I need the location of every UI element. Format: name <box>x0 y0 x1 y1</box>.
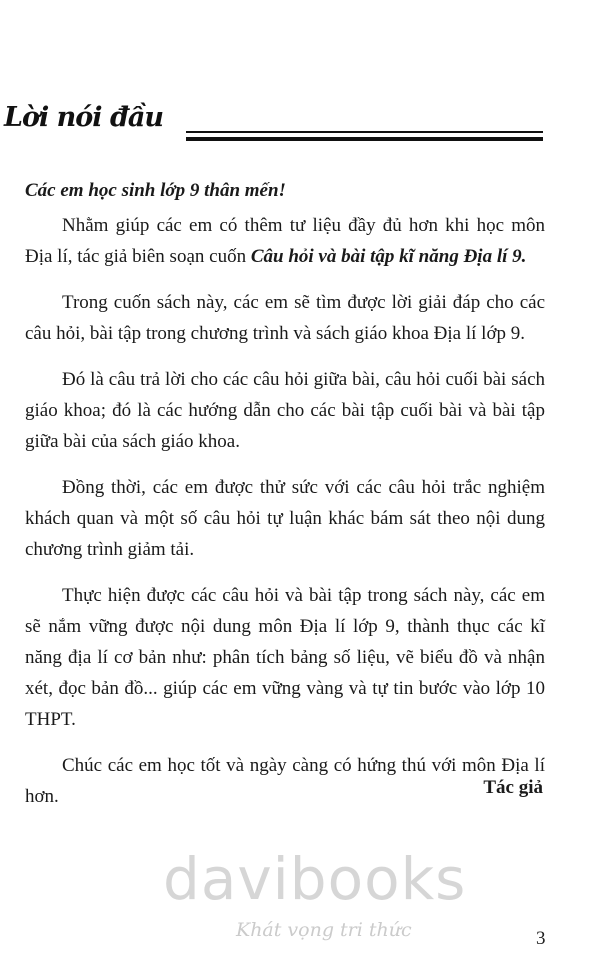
preface-body <box>25 210 545 827</box>
paragraph-1 <box>25 210 545 272</box>
paragraph-5: Thực hiện được các câu hỏi và bài tập trong sách này, các em sẽ nắm vững được nội dung môn Địa lí lớp 9, thành thục các kĩ năng địa lí cơ bản như: phân tích bảng số liệu, vẽ biểu đồ và nhận xét, đọc bản đồ... giúp các em vững vàng và tự tin bước vào lớp 10 THPT. <box>25 585 545 730</box>
paragraph-2: Trong cuốn sách này, các em sẽ tìm được lời giải đáp cho các câu hỏi, bài tập trong chương trình và sách giáo khoa Địa lí lớp 9. <box>25 292 545 344</box>
page-number: 3 <box>536 928 546 949</box>
greeting: Các em học sinh lớp 9 thân mến! <box>25 180 286 201</box>
watermark-brand: davibooks <box>163 845 467 913</box>
book-title: Câu hỏi và bài tập kĩ năng Địa lí 9 <box>250 246 522 267</box>
author-signature: Tác giả <box>483 777 543 798</box>
section-heading: Lời nói đầu <box>4 102 163 133</box>
paragraph-4: Đồng thời, các em được thử sức với các câu hỏi trắc nghiệm khách quan và một số câu hỏi tự luận khác bám sát theo nội dung chương trình giảm tải. <box>25 477 545 560</box>
paragraph-1-end: . <box>521 246 527 267</box>
paragraph-6: Chúc các em học tốt và ngày càng có hứng thú với môn Địa lí hơn. <box>25 755 545 807</box>
heading-rule-thick <box>186 137 543 141</box>
paragraph-3: Đó là câu trả lời cho các câu hỏi giữa bài, câu hỏi cuối bài sách giáo khoa; đó là các hướng dẫn cho các bài tập cuối bài và bài tập giữa bài của sách giáo khoa. <box>25 369 545 452</box>
watermark-tagline: Khát vọng tri thức <box>236 919 412 941</box>
paragraph-1-text: Nhằm giúp các em có thêm tư liệu đầy đủ hơn khi học môn Địa lí, tác giả biên soạn cuốn <box>25 215 545 267</box>
heading-rule-thin <box>186 131 543 133</box>
